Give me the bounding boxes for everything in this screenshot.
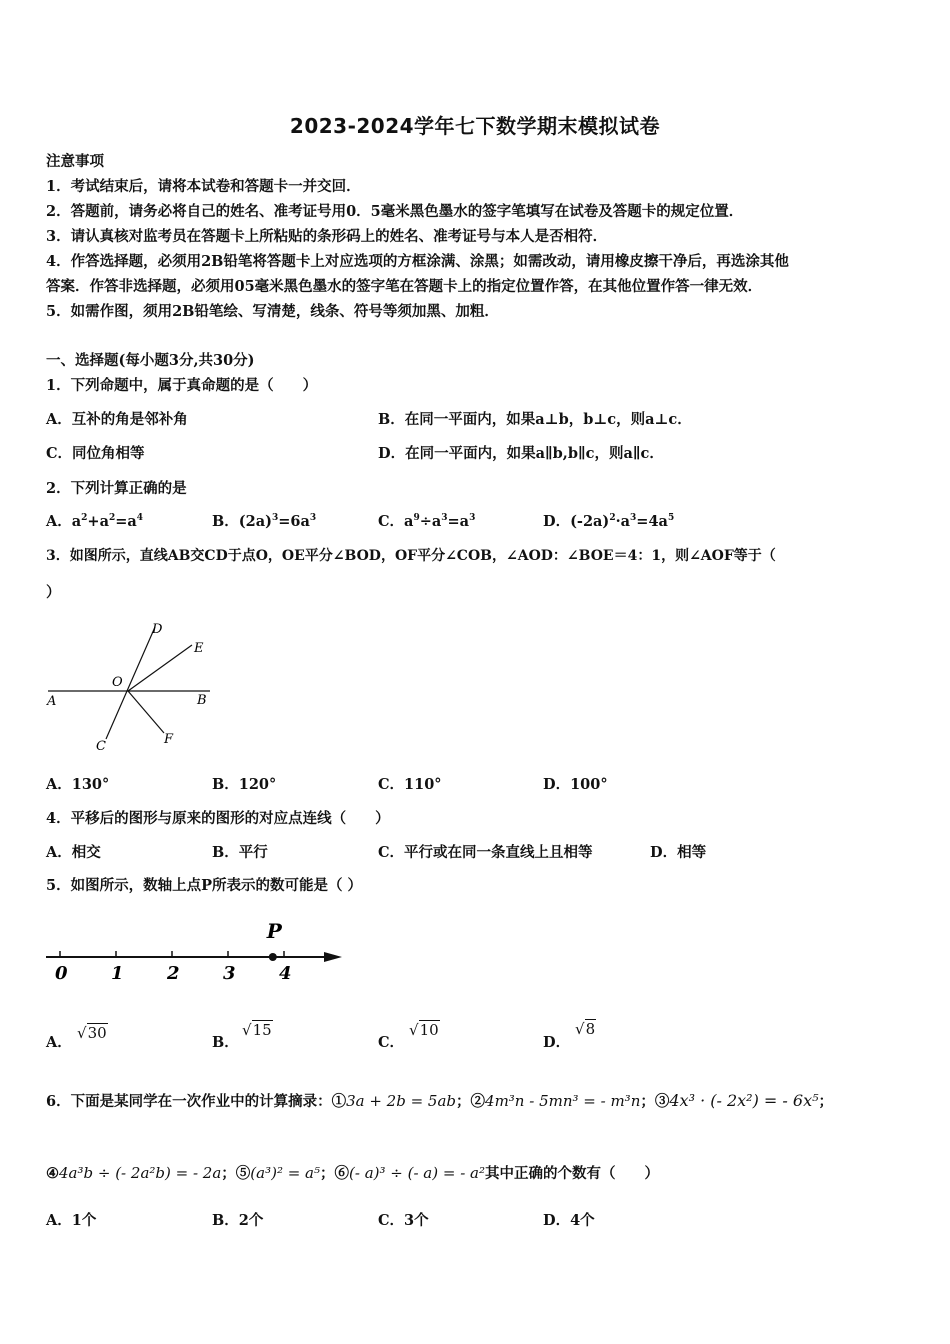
point-p-label: P xyxy=(266,919,282,943)
arrow-head-icon xyxy=(324,952,342,962)
q1-option-c: C．同位角相等 xyxy=(46,445,145,462)
q3-option-c: C．110° xyxy=(378,776,442,793)
question-3-stem-end: ） xyxy=(46,584,61,601)
label-a: A xyxy=(47,694,57,709)
q6-option-c: C．3个 xyxy=(378,1212,429,1229)
q2-option-d: D．$(-2a)^2\cdot a^3=4a^5$ xyxy=(543,513,675,530)
label-e: E xyxy=(194,641,204,656)
question-1-stem: 1．下列命题中，属于真命题的是（ ） xyxy=(46,377,318,394)
q2-option-b: B．$(2a)^3=6a^3$ xyxy=(212,513,317,530)
expr-3: 4x³ · (- 2x²) = - 6x⁵ xyxy=(669,1091,819,1110)
label-c: C xyxy=(96,739,106,754)
angle-figure xyxy=(40,615,230,760)
section-heading: 一、选择题(每小题3分,共30分) xyxy=(46,352,255,369)
q5-option-d: D． xyxy=(543,1034,571,1051)
expr-2: 4m³n - 5mn³ = - m³n xyxy=(485,1092,641,1110)
q4-option-b: B．平行 xyxy=(212,844,268,861)
notice-item: 2．答题前，请务必将自己的姓名、准考证号用0．5毫米黑色墨水的签字笔填写在试卷及答题卡的规定位置． xyxy=(46,203,744,220)
label-b: B xyxy=(197,693,207,708)
tick-label: 1 xyxy=(111,963,124,984)
q4-option-d: D．相等 xyxy=(650,844,707,861)
q1-option-d: D．在同一平面内，如果a∥b,b∥c，则a∥c． xyxy=(378,445,664,462)
q6-option-d: D．4个 xyxy=(543,1212,595,1229)
question-5-stem: 5．如图所示，数轴上点P所表示的数可能是（ ） xyxy=(46,877,363,894)
q5-option-d-radical: √8 xyxy=(575,1020,596,1038)
q2-option-c: C．$a^9\div a^3=a^3$ xyxy=(378,513,476,530)
q5-option-c: C． xyxy=(378,1034,405,1051)
q1-option-a: A．互补的角是邻补角 xyxy=(46,411,188,428)
tick-label: 4 xyxy=(279,963,292,984)
q4-option-c: C．平行或在同一条直线上且相等 xyxy=(378,844,593,861)
expr-6: (- a)³ ÷ (- a) = - a² xyxy=(349,1164,485,1182)
q5-option-a: A． xyxy=(46,1034,72,1051)
question-3-stem: 3．如图所示，直线AB交CD于点O，OE平分∠BOD，OF平分∠COB，∠AOD：∠BOE＝4：1，则∠AOF等于（ xyxy=(46,548,776,564)
q3-option-d: D．100° xyxy=(543,776,608,793)
label-o: O xyxy=(112,675,123,690)
question-6-stem-line2: ④4a³b ÷ (- 2a²b) = - 2a；⑤(a³)² = a⁵；⑥(- a)³ ÷ (- a) = - a²其中正确的个数有（ ） xyxy=(46,1164,659,1182)
q5-option-a-radical: √30 xyxy=(77,1024,107,1042)
point-p-marker xyxy=(269,953,277,961)
notice-item: 答案．作答非选择题，必须用05毫米黑色墨水的签字笔在答题卡上的指定位置作答，在其他位置作答一律无效． xyxy=(46,278,763,295)
label-d: D xyxy=(152,622,163,637)
label-f: F xyxy=(164,732,174,747)
question-2-stem: 2．下列计算正确的是 xyxy=(46,480,187,497)
q3-option-b: B．120° xyxy=(212,776,277,793)
notice-item: 4．作答选择题，必须用2B铅笔将答题卡上对应选项的方框涂满、涂黑；如需改动，请用橡皮擦干净后，再选涂其他 xyxy=(46,253,789,270)
notice-item: 1．考试结束后，请将本试卷和答题卡一并交回． xyxy=(46,178,361,195)
notice-heading: 注意事项 xyxy=(46,153,104,170)
q2-option-a: A．$a^2+a^2=a^4$ xyxy=(46,513,144,530)
q6-option-a: A．1个 xyxy=(46,1212,97,1229)
notice-item: 5．如需作图，须用2B铅笔绘、写清楚，线条、符号等须加黑、加粗． xyxy=(46,303,499,320)
page-title: 2023-2024学年七下数学期末模拟试卷 xyxy=(289,114,661,138)
q4-option-a: A．相交 xyxy=(46,844,101,861)
expr-5: (a³)² = a⁵ xyxy=(250,1164,321,1182)
tick-label: 0 xyxy=(55,963,68,984)
q5-option-b: B． xyxy=(212,1034,239,1051)
q3-option-a: A．130° xyxy=(46,776,110,793)
q5-option-c-radical: √10 xyxy=(409,1021,439,1039)
notice-item: 3．请认真核对监考员在答题卡上所粘贴的条形码上的姓名、准考证号与本人是否相符． xyxy=(46,228,608,245)
q5-option-b-radical: √15 xyxy=(242,1021,272,1039)
q1-option-b: B．在同一平面内，如果a⊥b，b⊥c，则a⊥c． xyxy=(378,411,692,428)
expr-1: 3a + 2b = 5ab xyxy=(346,1092,457,1110)
number-line xyxy=(40,915,350,990)
tick-label: 2 xyxy=(167,963,180,984)
q6-option-b: B．2个 xyxy=(212,1212,264,1229)
tick-label: 3 xyxy=(223,963,236,984)
expr-4: 4a³b ÷ (- 2a²b) = - 2a xyxy=(59,1164,222,1182)
question-4-stem: 4．平移后的图形与原来的图形的对应点连线（ ） xyxy=(46,810,390,827)
question-6-stem: 6．下面是某同学在一次作业中的计算摘录：①3a + 2b = 5ab；②4m³n - 5mn³ = - m³n；③4x³ · (- 2x²) = - 6x⁵； xyxy=(46,1091,834,1110)
